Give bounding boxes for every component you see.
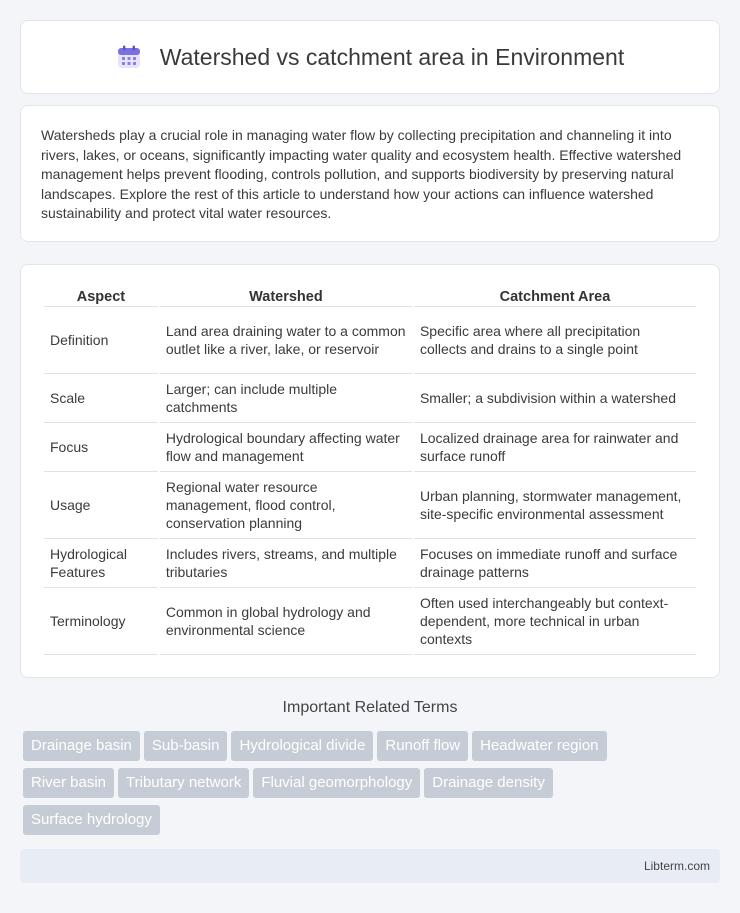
table-cell: Focuses on immediate runoff and surface drainage patterns (414, 539, 696, 588)
page-title: Watershed vs catchment area in Environment (159, 43, 625, 70)
related-terms-list (23, 731, 703, 842)
table-cell: Often used interchangeably but context-dependent, more technical in urban contexts (414, 588, 696, 655)
table-cell: Regional water resource management, flood control, conservation planning (160, 472, 412, 539)
table-cell: Terminology (44, 588, 158, 655)
footer-site-link[interactable]: Libterm.com (643, 859, 710, 873)
related-term-tag[interactable]: Drainage basin (23, 731, 140, 761)
related-term-tag[interactable]: Headwater region (472, 731, 606, 761)
table-row (44, 423, 696, 472)
table-cell: Hydrological boundary affecting water flow and management (160, 423, 412, 472)
table-header-row (44, 285, 696, 307)
table-row (44, 307, 696, 374)
column-header-catchment-area: Catchment Area (414, 285, 696, 307)
table-row (44, 472, 696, 539)
table-cell: Urban planning, stormwater management, site-specific environmental assessment (414, 472, 696, 539)
column-header-aspect: Aspect (44, 285, 158, 307)
related-term-tag[interactable]: Runoff flow (377, 731, 468, 761)
table-cell: Land area draining water to a common outlet like a river, lake, or reservoir (160, 307, 412, 374)
intro-paragraph: Watersheds play a crucial role in managing water flow by collecting precipitation and channeling it into rivers, lakes, or oceans, significantly impacting water quality and ecosystem health. Effective watershed management helps prevent flooding, controls pollution, and supports biodiversity by preserving natural landscapes. Explore the rest of this article to understand how your actions can influence watershed sustainability and protect vital water resources. (41, 127, 682, 222)
column-header-watershed: Watershed (160, 285, 412, 307)
footer (20, 849, 720, 883)
intro-card (20, 105, 720, 242)
table-row (44, 588, 696, 655)
related-term-tag[interactable]: Hydrological divide (231, 731, 373, 761)
table-cell: Specific area where all precipitation collects and drains to a single point (414, 307, 696, 374)
related-term-tag[interactable]: Surface hydrology (23, 805, 160, 835)
related-term-tag[interactable]: River basin (23, 768, 114, 798)
table-cell: Scale (44, 374, 158, 423)
related-term-tag[interactable]: Fluvial geomorphology (253, 768, 420, 798)
related-term-tag[interactable]: Tributary network (118, 768, 249, 798)
table-cell: Larger; can include multiple catchments (160, 374, 412, 423)
comparison-table-card (20, 264, 720, 678)
related-terms-title: Important Related Terms (282, 699, 458, 716)
table-cell: Common in global hydrology and environmental science (160, 588, 412, 655)
related-term-tag[interactable]: Sub-basin (144, 731, 228, 761)
table-cell: Smaller; a subdivision within a watershed (414, 374, 696, 423)
table-cell: Localized drainage area for rainwater and surface runoff (414, 423, 696, 472)
comparison-table (42, 285, 698, 655)
header-card (20, 20, 720, 94)
table-cell: Hydrological Features (44, 539, 158, 588)
calendar-icon (116, 44, 142, 70)
table-cell: Focus (44, 423, 158, 472)
related-term-tag[interactable]: Drainage density (424, 768, 553, 798)
table-cell: Usage (44, 472, 158, 539)
table-cell: Definition (44, 307, 158, 374)
table-row (44, 539, 696, 588)
table-row (44, 374, 696, 423)
table-cell: Includes rivers, streams, and multiple tributaries (160, 539, 412, 588)
